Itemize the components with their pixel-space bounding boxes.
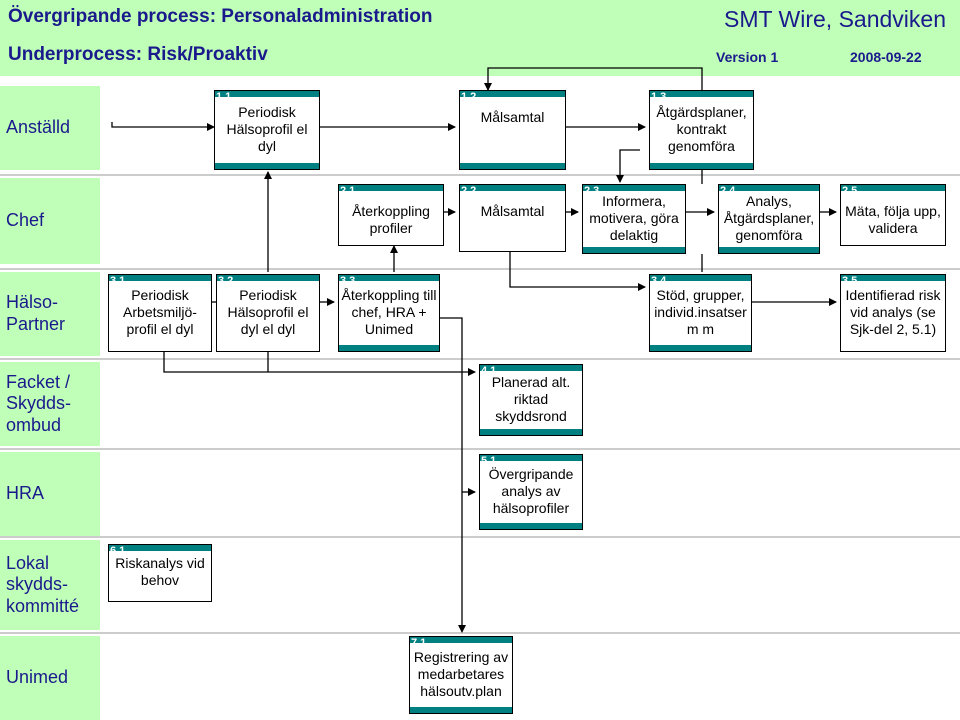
step-number: 3.4 (651, 275, 667, 287)
lane-label-unimed: Unimed (0, 636, 100, 720)
step-7-1 (409, 636, 513, 714)
step-number: 2.2 (461, 185, 477, 197)
lane-label-facket: Facket / Skydds- ombud (0, 362, 100, 446)
step-text: Återkoppling profiler (352, 203, 430, 236)
page-title: Övergripande process: Personaladministration (8, 6, 433, 27)
step-number: 2.1 (340, 185, 356, 197)
step-3-1 (108, 274, 212, 352)
step-2-1 (338, 184, 444, 246)
date-label: 2008-09-22 (850, 49, 922, 65)
step-3-2 (216, 274, 320, 352)
step-text: Registrering av medarbetares hälsoutv.plan (413, 648, 509, 699)
step-3-5 (840, 274, 946, 352)
step-text: Övergripande analys av hälsoprofiler (488, 465, 574, 516)
arrow-start-to-1-1 (112, 122, 214, 127)
step-text: Analys, Åtgärdsplaner, genomföra (723, 192, 815, 243)
step-text: Åtgärdsplaner, kontrakt genomföra (656, 103, 747, 154)
step-5-1 (479, 454, 583, 530)
step-1-1 (214, 90, 320, 170)
step-text: Riskanalys vid behov (115, 555, 205, 588)
step-text: Återkoppling till chef, HRA + Unimed (341, 286, 437, 337)
step-2-5 (840, 184, 946, 246)
step-text: Periodisk Arbetsmiljö- profil el dyl (123, 286, 197, 337)
lane-label-lokal-skyddskommitte: Lokal skydds- kommitté (0, 540, 100, 630)
arrow-2-2-to-3-4 (510, 252, 645, 287)
step-number: 4.1 (481, 365, 497, 377)
step-3-4 (649, 274, 752, 352)
arrow-3-1-to-4-1 (164, 352, 475, 372)
step-6-1 (108, 544, 212, 602)
step-text: Planerad alt. riktad skyddsrond (491, 373, 571, 424)
version-label: Version 1 (716, 49, 779, 65)
step-1-2 (459, 90, 566, 170)
step-text: Stöd, grupper, individ.insatser m m (654, 286, 747, 337)
company-name: SMT Wire, Sandviken (724, 6, 946, 32)
step-2-2 (459, 184, 566, 252)
step-number: 6.1 (110, 545, 126, 557)
lane-label-hra: HRA (0, 452, 100, 536)
step-number: 3.2 (218, 275, 234, 287)
step-number: 2.5 (842, 185, 858, 197)
step-number: 3.5 (842, 275, 858, 287)
step-number: 1.1 (216, 91, 232, 103)
step-text: Periodisk Hälsoprofil el dyl el dyl (227, 286, 309, 337)
step-text: Målsamtal (480, 203, 545, 219)
page-subtitle: Underprocess: Risk/Proaktiv (8, 44, 268, 65)
step-2-4 (718, 184, 820, 254)
step-number: 2.4 (720, 185, 736, 197)
step-2-3 (582, 184, 686, 254)
arrow-1-3-to-2-3 (620, 150, 640, 182)
step-number: 1.2 (461, 91, 477, 103)
step-text: Mäta, följa upp, validera (845, 203, 941, 236)
step-number: 1.3 (651, 91, 667, 103)
step-number: 5.1 (481, 455, 497, 467)
step-number: 2.3 (584, 185, 600, 197)
lane-label-chef: Chef (0, 178, 100, 264)
step-4-1 (479, 364, 583, 436)
step-text: Identifierad risk vid analys (se Sjk-del 2, 5.1) (845, 286, 941, 337)
lane-label-anstalld: Anställd (0, 86, 100, 170)
step-number: 3.3 (340, 275, 356, 287)
step-3-3 (338, 274, 440, 352)
step-1-3 (649, 90, 754, 170)
step-text: Periodisk Hälsoprofil el dyl (226, 103, 308, 154)
step-text: Målsamtal (480, 109, 545, 125)
step-number: 7.1 (411, 637, 427, 649)
step-number: 3.1 (110, 275, 126, 287)
step-text: Informera, motivera, göra delaktig (589, 192, 679, 243)
lane-label-halsopartner: Hälso- Partner (0, 272, 100, 356)
arrow-3-3-to-7-1 (440, 318, 462, 632)
